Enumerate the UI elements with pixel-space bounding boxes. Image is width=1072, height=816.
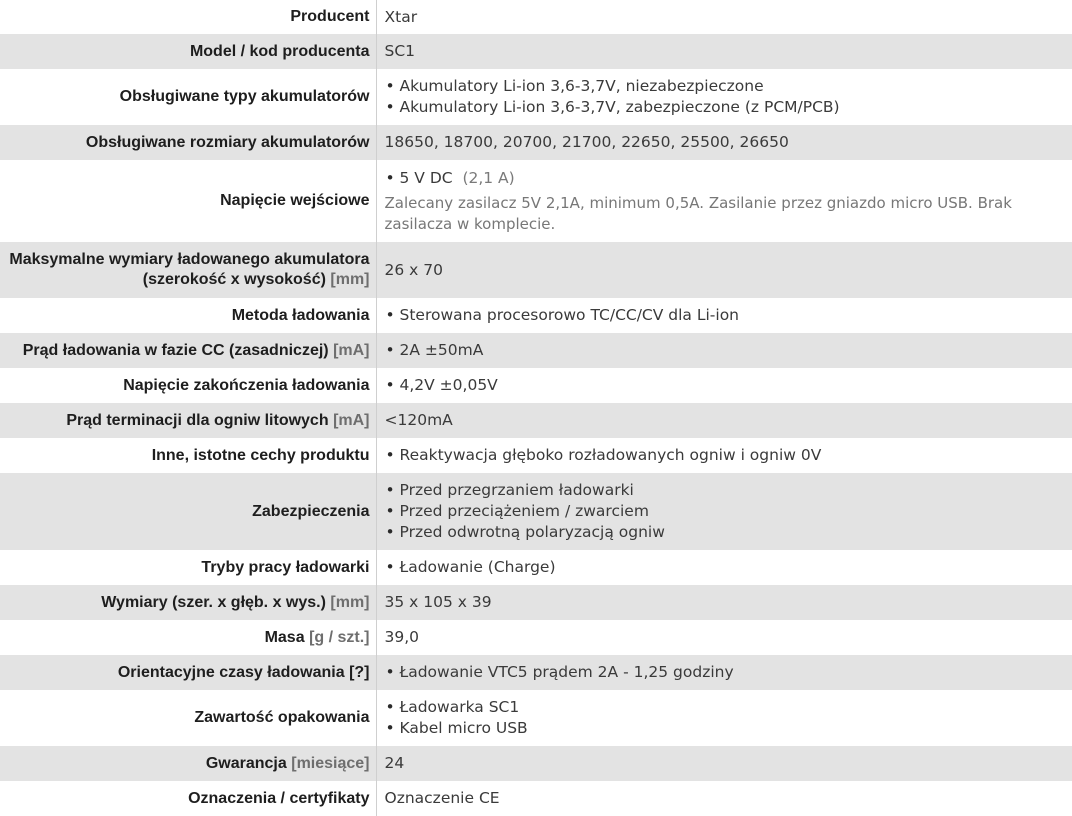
label-text: Wymiary (szer. x głęb. x wys.) <box>101 594 326 611</box>
list-item: • 4,2V ±0,05V <box>385 375 1072 396</box>
spec-label: Metoda ładowania <box>0 298 376 333</box>
label-text: Masa <box>265 629 305 646</box>
spec-value <box>376 690 1072 746</box>
spec-row-battery-sizes <box>0 125 1072 160</box>
spec-value: 24 <box>376 746 1072 781</box>
spec-row-modes <box>0 550 1072 585</box>
list-item: • Sterowana procesorowo TC/CC/CV dla Li-ion <box>385 305 1072 326</box>
unit-label: [mA] <box>333 342 369 359</box>
spec-value: <120mA <box>376 403 1072 438</box>
list-item: • Akumulatory Li-ion 3,6-3,7V, zabezpieczone (z PCM/PCB) <box>385 97 1072 118</box>
spec-value: 18650, 18700, 20700, 21700, 22650, 25500, 26650 <box>376 125 1072 160</box>
spec-row-charge-method <box>0 298 1072 333</box>
spec-row-charge-times <box>0 655 1072 690</box>
spec-label <box>0 333 376 368</box>
spec-value: 26 x 70 <box>376 242 1072 298</box>
list-item: • Reaktywacja głęboko rozładowanych ogniw i ogniw 0V <box>385 445 1072 466</box>
unit-label: [miesiące] <box>291 755 369 772</box>
spec-row-max-dimensions <box>0 242 1072 298</box>
label-text: Gwarancja <box>206 755 287 772</box>
spec-label: Producent <box>0 0 376 34</box>
size-item: 18700 <box>444 133 493 151</box>
spec-row-package-contents <box>0 690 1072 746</box>
spec-row-end-voltage <box>0 368 1072 403</box>
spec-label <box>0 746 376 781</box>
size-item: 18650 <box>385 133 434 151</box>
spec-label: Zawartość opakowania <box>0 690 376 746</box>
spec-value <box>376 550 1072 585</box>
list-item: • Akumulatory Li-ion 3,6-3,7V, niezabezpieczone <box>385 76 1072 97</box>
size-item: 21700 <box>562 133 611 151</box>
bullet-list <box>385 662 1072 683</box>
spec-value <box>376 333 1072 368</box>
bullet-list <box>385 557 1072 578</box>
spec-label: Napięcie wejściowe <box>0 160 376 242</box>
spec-row-mass <box>0 620 1072 655</box>
spec-label: Oznaczenia / certyfikaty <box>0 781 376 816</box>
list-item: • Ładowanie VTC5 prądem 2A - 1,25 godziny <box>385 662 1072 683</box>
bullet-list <box>385 375 1072 396</box>
spec-value <box>376 473 1072 550</box>
spec-label <box>0 403 376 438</box>
spec-row-input-voltage <box>0 160 1072 242</box>
bullet-list <box>385 340 1072 361</box>
bullet-list <box>385 445 1072 466</box>
spec-label <box>0 620 376 655</box>
spec-value <box>376 298 1072 333</box>
spec-value <box>376 160 1072 242</box>
spec-label <box>0 242 376 298</box>
list-item: • Ładowarka SC1 <box>385 697 1072 718</box>
list-item: • Przed przegrzaniem ładowarki <box>385 480 1072 501</box>
spec-label: Tryby pracy ładowarki <box>0 550 376 585</box>
label-line <box>0 270 370 290</box>
list-item: • Kabel micro USB <box>385 718 1072 739</box>
spec-label <box>0 585 376 620</box>
spec-value: SC1 <box>376 34 1072 69</box>
spec-row-other-features <box>0 438 1072 473</box>
spec-row-model <box>0 34 1072 69</box>
spec-value: Xtar <box>376 0 1072 34</box>
spec-row-cc-current <box>0 333 1072 368</box>
spec-value <box>376 69 1072 125</box>
voltage-value: 5 V DC <box>400 169 453 187</box>
list-item <box>385 168 1072 189</box>
spec-label: Model / kod producenta <box>0 34 376 69</box>
unit-label: [mm] <box>330 271 369 288</box>
spec-row-producer <box>0 0 1072 34</box>
label-text: Prąd ładowania w fazie CC (zasadniczej) <box>23 342 329 359</box>
size-item: 22650 <box>621 133 670 151</box>
list-item: • 2A ±50mA <box>385 340 1072 361</box>
spec-row-certificates <box>0 781 1072 816</box>
size-item: 25500 <box>680 133 729 151</box>
label-text: Prąd terminacji dla ogniw litowych <box>66 412 328 429</box>
spec-row-battery-types <box>0 69 1072 125</box>
power-note: Zalecany zasilacz 5V 2,1A, minimum 0,5A. Zasilanie przez gniazdo micro USB. Brak zasilacza w komplecie. <box>385 193 1072 235</box>
spec-row-protections <box>0 473 1072 550</box>
bullet-list <box>385 168 1072 189</box>
spec-label: Obsługiwane typy akumulatorów <box>0 69 376 125</box>
spec-label[interactable]: Orientacyjne czasy ładowania [?] <box>0 655 376 690</box>
bullet-list <box>385 305 1072 326</box>
label-line: Maksymalne wymiary ładowanego akumulatora <box>0 250 370 270</box>
list-item: • Przed odwrotną polaryzacją ogniw <box>385 522 1072 543</box>
spec-row-dimensions <box>0 585 1072 620</box>
current-value: (2,1 A) <box>462 169 514 187</box>
unit-label: [mA] <box>333 412 369 429</box>
unit-label: [g / szt.] <box>309 629 369 646</box>
spec-value: Oznaczenie CE <box>376 781 1072 816</box>
list-item: • Ładowanie (Charge) <box>385 557 1072 578</box>
spec-value <box>376 655 1072 690</box>
list-item: • Przed przeciążeniem / zwarciem <box>385 501 1072 522</box>
spec-value: 39,0 <box>376 620 1072 655</box>
bullet-list <box>385 697 1072 739</box>
spec-value <box>376 368 1072 403</box>
size-item: 26650 <box>740 133 789 151</box>
spec-label: Zabezpieczenia <box>0 473 376 550</box>
spec-value: 35 x 105 x 39 <box>376 585 1072 620</box>
unit-label: [mm] <box>330 594 369 611</box>
spec-value <box>376 438 1072 473</box>
spec-row-warranty <box>0 746 1072 781</box>
bullet-list <box>385 480 1072 543</box>
spec-label: Napięcie zakończenia ładowania <box>0 368 376 403</box>
spec-row-termination-current <box>0 403 1072 438</box>
size-item: 20700 <box>503 133 552 151</box>
spec-label: Inne, istotne cechy produktu <box>0 438 376 473</box>
label-text: (szerokość x wysokość) <box>143 271 326 288</box>
bullet-list <box>385 76 1072 118</box>
spec-label: Obsługiwane rozmiary akumulatorów <box>0 125 376 160</box>
